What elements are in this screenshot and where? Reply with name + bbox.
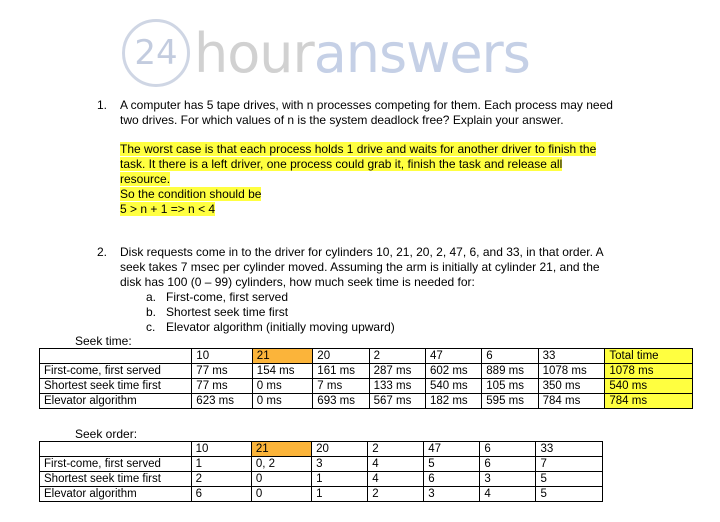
row-label: First-come, first served (40, 364, 192, 379)
table-row (40, 379, 693, 394)
option-text: First-come, first served (166, 290, 289, 304)
cell: 7 (536, 457, 603, 472)
table-row (40, 472, 603, 487)
cell: 540 ms (425, 379, 481, 394)
header-cell: 33 (538, 349, 605, 364)
row-label: First-come, first served (40, 457, 192, 472)
header-cell-total: Total time (605, 349, 693, 364)
cell: 287 ms (369, 364, 425, 379)
cell: 2 (191, 472, 251, 487)
answer-line: The worst case is that each process holds 1 drive and waits for another driver to finish the (120, 142, 597, 156)
seek-time-caption: Seek time: (75, 334, 132, 348)
header-cell-current: 21 (251, 442, 311, 457)
table-row (40, 487, 603, 502)
row-label: Elevator algorithm (40, 394, 192, 409)
cell: 1 (312, 487, 368, 502)
header-cell: 10 (191, 442, 251, 457)
total-cell: 1078 ms (605, 364, 693, 379)
answer-line: 5 > n + 1 => n < 4 (120, 202, 216, 216)
cell: 1078 ms (538, 364, 605, 379)
q2-line: disk has 100 (0 – 99) cylinders, how much seek time is needed for: (120, 275, 475, 289)
cell: 3 (424, 487, 480, 502)
cell: 567 ms (369, 394, 425, 409)
cell: 5 (536, 487, 603, 502)
option-letter: c. (146, 320, 156, 334)
q2-option-b (146, 305, 289, 319)
option-text: Elevator algorithm (initially moving upward) (166, 320, 395, 334)
q1-line: two drives. For which values of n is the system deadlock free? Explain your answer. (120, 113, 564, 127)
cell: 0 ms (252, 379, 313, 394)
cell: 105 ms (482, 379, 538, 394)
cell: 1 (312, 472, 368, 487)
cell: 4 (368, 457, 424, 472)
cell: 3 (312, 457, 368, 472)
table-row (40, 457, 603, 472)
header-cell: 20 (312, 442, 368, 457)
cell: 4 (480, 487, 536, 502)
header-cell: 6 (480, 442, 536, 457)
cell: 595 ms (482, 394, 538, 409)
q1-line: A computer has 5 tape drives, with n processes competing for them. Each process may need (120, 98, 613, 112)
seek-order-caption: Seek order: (75, 427, 138, 441)
answer-line: task. It there is a left driver, one process could grab it, finish the task and release all (120, 157, 563, 171)
header-cell: 20 (313, 349, 369, 364)
cell: 5 (424, 457, 480, 472)
header-cell: 47 (425, 349, 481, 364)
cell: 0 ms (252, 394, 313, 409)
header-cell (40, 349, 192, 364)
logo (122, 18, 530, 88)
row-label: Shortest seek time first (40, 379, 192, 394)
cell: 623 ms (192, 394, 253, 409)
table-header-row (40, 442, 603, 457)
logo-word-answers: answers (313, 21, 530, 85)
header-cell: 33 (536, 442, 603, 457)
answer-line: So the condition should be (120, 187, 262, 201)
cell: 693 ms (313, 394, 369, 409)
cell: 0, 2 (251, 457, 311, 472)
logo-word-hour: hour (194, 21, 314, 85)
seek-order-table (39, 441, 603, 502)
cell: 350 ms (538, 379, 605, 394)
header-cell: 6 (482, 349, 538, 364)
cell: 161 ms (313, 364, 369, 379)
row-label: Elevator algorithm (40, 487, 192, 502)
logo-badge: 24 (122, 19, 190, 87)
cell: 602 ms (425, 364, 481, 379)
q2-number: 2. (97, 245, 108, 259)
header-cell: 2 (368, 442, 424, 457)
cell: 0 (251, 472, 311, 487)
option-letter: b. (146, 305, 157, 319)
header-cell-current: 21 (252, 349, 313, 364)
cell: 6 (191, 487, 251, 502)
header-cell (40, 442, 192, 457)
cell: 7 ms (313, 379, 369, 394)
q2-line: seek takes 7 msec per cylinder moved. Assuming the arm is initially at cylinder 21, and the (120, 260, 600, 274)
cell: 133 ms (369, 379, 425, 394)
answer-line: resource. (120, 172, 171, 186)
cell: 77 ms (192, 379, 253, 394)
total-cell: 540 ms (605, 379, 693, 394)
cell: 182 ms (425, 394, 481, 409)
cell: 4 (368, 472, 424, 487)
table-row (40, 364, 693, 379)
q2-option-a (146, 290, 289, 304)
cell: 3 (480, 472, 536, 487)
header-cell: 2 (369, 349, 425, 364)
row-label: Shortest seek time first (40, 472, 192, 487)
q1-number: 1. (97, 98, 108, 112)
header-cell: 47 (424, 442, 480, 457)
option-text: Shortest seek time first (166, 305, 289, 319)
cell: 77 ms (192, 364, 253, 379)
cell: 6 (424, 472, 480, 487)
cell: 889 ms (482, 364, 538, 379)
cell: 1 (191, 457, 251, 472)
cell: 2 (368, 487, 424, 502)
cell: 6 (480, 457, 536, 472)
cell: 5 (536, 472, 603, 487)
cell: 784 ms (538, 394, 605, 409)
q1-text (120, 98, 613, 128)
q1-answer (120, 142, 596, 217)
table-header-row (40, 349, 693, 364)
header-cell: 10 (192, 349, 253, 364)
seek-time-table (39, 348, 693, 409)
total-cell: 784 ms (605, 394, 693, 409)
cell: 0 (251, 487, 311, 502)
q2-line: Disk requests come in to the driver for cylinders 10, 21, 20, 2, 47, 6, and 33, in that order. A (120, 245, 604, 259)
q2-option-c (146, 320, 395, 334)
cell: 154 ms (252, 364, 313, 379)
table-row (40, 394, 693, 409)
q2-text (120, 245, 604, 290)
option-letter: a. (146, 290, 157, 304)
